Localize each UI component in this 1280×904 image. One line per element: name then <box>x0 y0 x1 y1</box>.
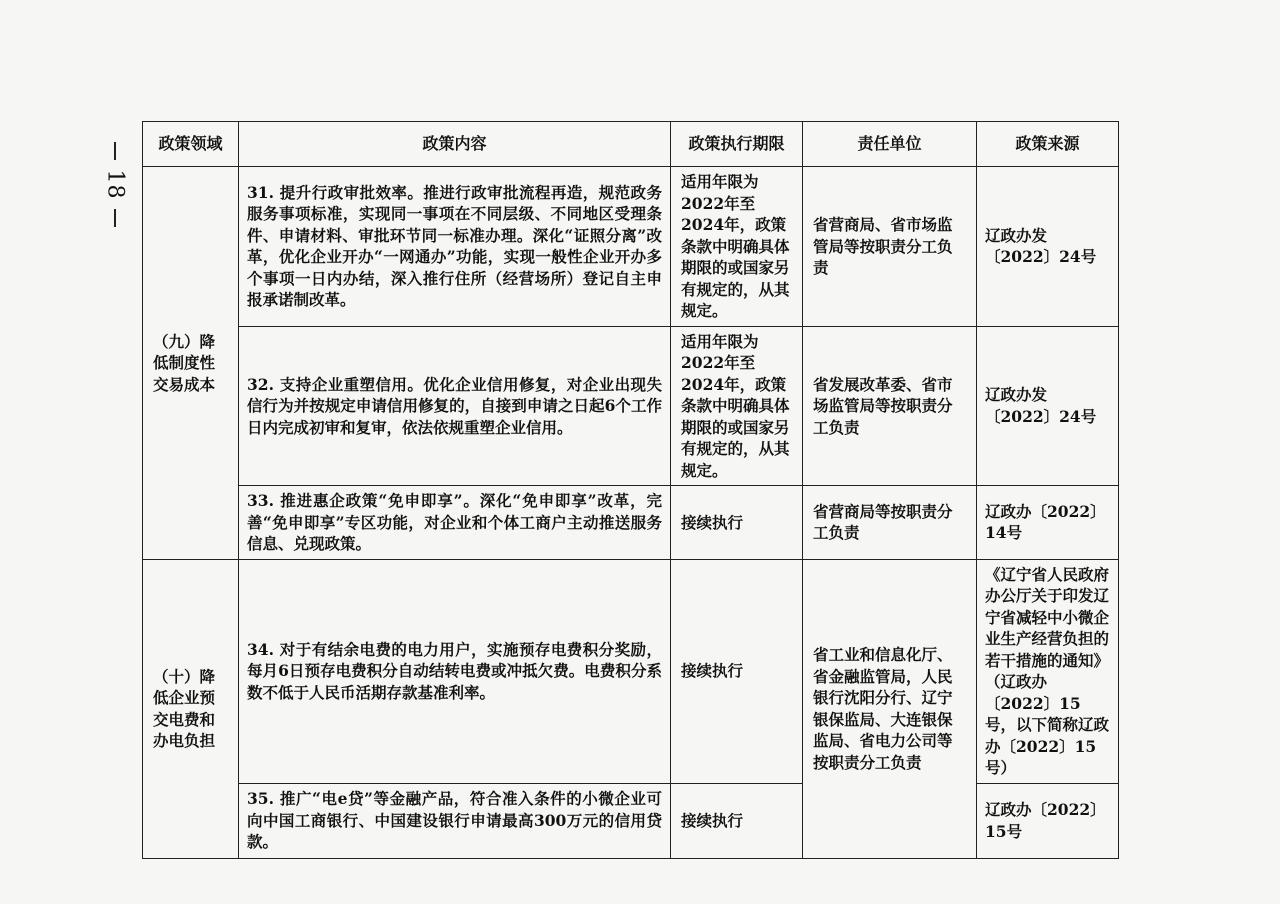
source-cell: 辽政办〔2022〕15号 <box>977 783 1119 858</box>
unit-cell-shared: 省工业和信息化厅、省金融监管局，人民银行沈阳分行、辽宁银保监局、大连银保监局、省电力公司等按职责分工负责 <box>803 559 977 858</box>
domain-cell-9: （九）降低制度性交易成本 <box>143 167 239 560</box>
domain-cell-10: （十）降低企业预交电费和办电负担 <box>143 559 239 858</box>
content-cell: 32. 支持企业重塑信用。优化企业信用修复，对企业出现失信行为并按规定申请信用修复的，自接到申请之日起6个工作日内完成初审和复审，依法依规重塑企业信用。 <box>239 326 671 486</box>
content-cell: 35. 推广“电e贷”等金融产品，符合准入条件的小微企业可向中国工商银行、中国建设银行申请最高300万元的信用贷款。 <box>239 783 671 858</box>
period-cell: 接续执行 <box>671 559 803 783</box>
period-cell: 适用年限为2022年至2024年，政策条款中明确具体期限的或国家另有规定的，从其规定。 <box>671 167 803 327</box>
header-content: 政策内容 <box>239 122 671 167</box>
table-row <box>143 326 1119 486</box>
content-cell: 31. 提升行政审批效率。推进行政审批流程再造，规范政务服务事项标准，实现同一事项在不同层级、不同地区受理条件、申请材料、审批环节同一标准办理。深化“证照分离”改革，优化企业开办“一网通办”功能，实现一般性企业开办多个事项一日内办结，深入推行住所（经营场所）登记自主申报承诺制改革。 <box>239 167 671 327</box>
header-domain: 政策领域 <box>143 122 239 167</box>
table-row <box>143 486 1119 560</box>
source-cell: 辽政办发〔2022〕24号 <box>977 326 1119 486</box>
period-cell: 适用年限为2022年至2024年，政策条款中明确具体期限的或国家另有规定的，从其规定。 <box>671 326 803 486</box>
header-unit: 责任单位 <box>803 122 977 167</box>
page-number-dash-bottom <box>114 209 116 227</box>
page-number-text: 18 <box>102 169 128 200</box>
policy-table <box>142 121 1119 859</box>
period-cell: 接续执行 <box>671 486 803 560</box>
source-cell: 《辽宁省人民政府办公厅关于印发辽宁省减轻中小微企业生产经营负担的若干措施的通知》（辽政办〔2022〕15号，以下简称辽政办〔2022〕15号） <box>977 559 1119 783</box>
period-cell: 接续执行 <box>671 783 803 858</box>
page-number <box>100 140 130 250</box>
table-header-row <box>143 122 1119 167</box>
page-number-dash-top <box>114 142 116 160</box>
table-row <box>143 167 1119 327</box>
source-cell: 辽政办发〔2022〕24号 <box>977 167 1119 327</box>
unit-cell: 省营商局等按职责分工负责 <box>803 486 977 560</box>
unit-cell: 省营商局、省市场监管局等按职责分工负责 <box>803 167 977 327</box>
source-cell: 辽政办〔2022〕14号 <box>977 486 1119 560</box>
content-cell: 33. 推进惠企政策“免申即享”。深化“免申即享”改革，完善“免申即享”专区功能，对企业和个体工商户主动推送服务信息、兑现政策。 <box>239 486 671 560</box>
header-source: 政策来源 <box>977 122 1119 167</box>
unit-cell: 省发展改革委、省市场监管局等按职责分工负责 <box>803 326 977 486</box>
content-cell: 34. 对于有结余电费的电力用户，实施预存电费积分奖励，每月6日预存电费积分自动结转电费或冲抵欠费。电费积分系数不低于人民币活期存款基准利率。 <box>239 559 671 783</box>
table-row <box>143 559 1119 783</box>
header-period: 政策执行期限 <box>671 122 803 167</box>
